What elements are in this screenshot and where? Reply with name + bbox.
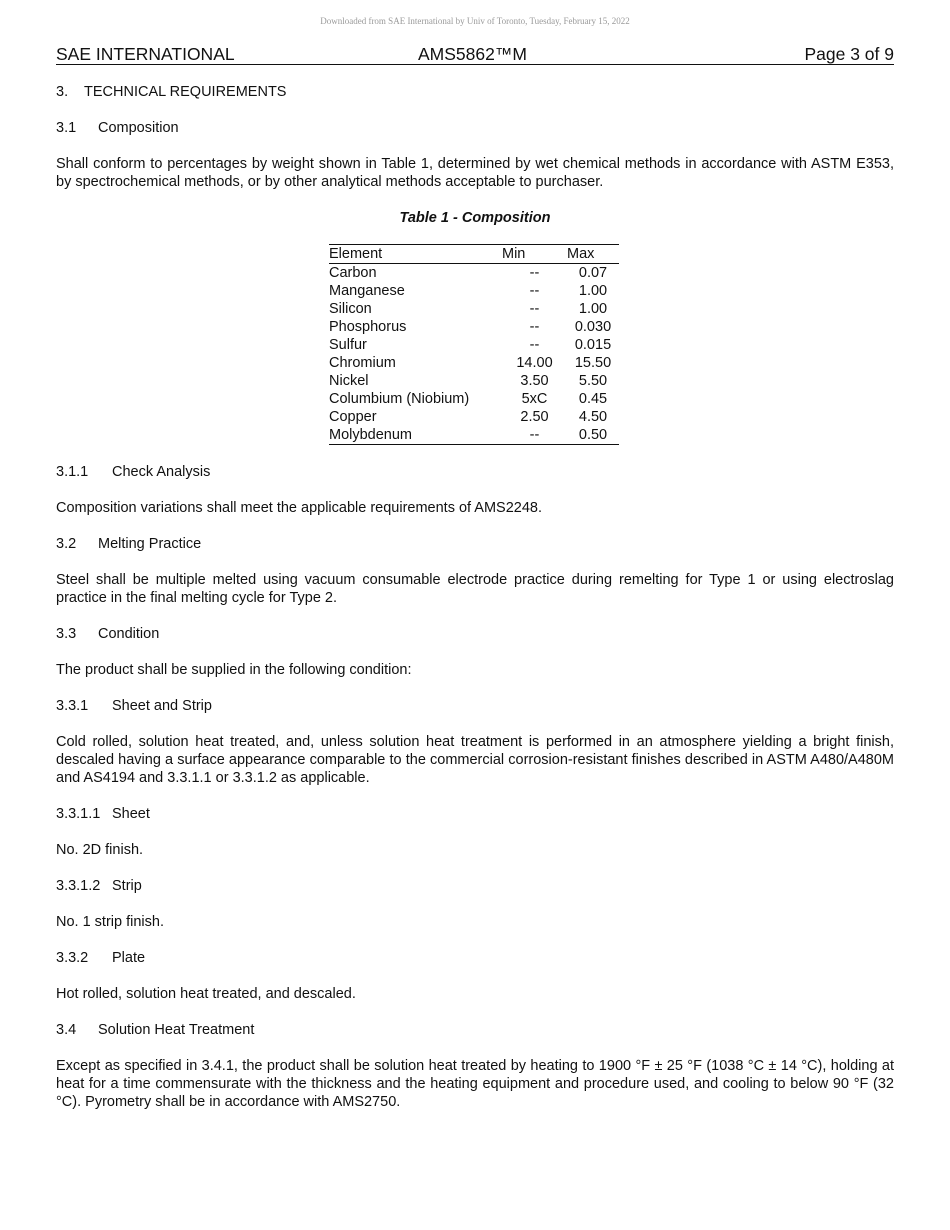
section-title: Melting Practice xyxy=(98,536,202,552)
header-element: Element xyxy=(329,245,502,264)
table-row xyxy=(329,318,619,336)
section-3-4-heading xyxy=(56,1021,894,1039)
section-title: Composition xyxy=(98,120,179,136)
cell-min: 5xC xyxy=(521,391,548,407)
table-row xyxy=(329,282,619,300)
section-number: 3.3 xyxy=(56,626,77,642)
cell-max: 15.50 xyxy=(574,355,612,371)
cell-max: 1.00 xyxy=(578,301,608,317)
table-caption: Table 1 - Composition xyxy=(399,210,551,226)
table-row xyxy=(329,408,619,426)
section-title: Check Analysis xyxy=(112,464,211,480)
table-row xyxy=(329,300,619,318)
header-min: Min xyxy=(502,245,567,264)
section-3-4-text: Except as specified in 3.4.1, the product shall be solution heat treated by heating to 1900 °F ± 25 °F (1038 °C ± 14 °C), holding at heat for a time commensurate with the thickness and the heating equipment and procedure used, and cooling to below 90 °F (32 °C). Pyrometry shall be in accordance with AMS2750. xyxy=(56,1058,894,1110)
section-3-3-1-2-text: No. 1 strip finish. xyxy=(56,914,164,930)
section-title: Sheet and Strip xyxy=(112,698,212,714)
page-header xyxy=(56,44,894,65)
cell-min: 14.00 xyxy=(516,355,553,371)
header-org: SAE INTERNATIONAL xyxy=(56,44,235,64)
section-title: Strip xyxy=(112,878,142,894)
section-number: 3. xyxy=(56,84,69,100)
download-watermark: Downloaded from SAE International by Univ of Toronto, Tuesday, February 15, 2022 xyxy=(320,16,630,26)
cell-element: Silicon xyxy=(329,301,372,317)
section-number: 3.1 xyxy=(56,120,77,136)
cell-element: Sulfur xyxy=(329,337,367,353)
table-row xyxy=(329,354,619,372)
section-3-3-heading xyxy=(56,625,894,643)
section-3-3-1-2-heading xyxy=(56,877,894,895)
cell-max: 0.50 xyxy=(578,427,608,443)
section-number: 3.4 xyxy=(56,1022,77,1038)
cell-min: -- xyxy=(529,265,540,281)
section-title: TECHNICAL REQUIREMENTS xyxy=(84,84,287,100)
table-row xyxy=(329,390,619,408)
cell-element: Columbium (Niobium) xyxy=(329,391,470,407)
cell-max: 0.45 xyxy=(578,391,608,407)
section-number: 3.3.1.1 xyxy=(56,806,101,822)
document-body xyxy=(56,83,894,1129)
header-page-number: Page 3 of 9 xyxy=(804,44,894,64)
section-3-2-heading xyxy=(56,535,894,553)
cell-element: Chromium xyxy=(329,355,396,371)
section-3-2-text: Steel shall be multiple melted using vacuum consumable electrode practice during remelting for Type 1 or using electroslag practice in the final melting cycle for Type 2. xyxy=(56,572,894,606)
section-3-1-text: Shall conform to percentages by weight shown in Table 1, determined by wet chemical methods in accordance with ASTM E353, by spectrochemical methods, or by other analytical methods acceptable to purchaser. xyxy=(56,156,894,190)
cell-element: Copper xyxy=(329,409,377,425)
section-number: 3.3.1 xyxy=(56,698,89,714)
section-3-3-1-heading xyxy=(56,697,894,715)
section-3-1-1-text: Composition variations shall meet the applicable requirements of AMS2248. xyxy=(56,500,543,516)
section-3-3-1-1-heading xyxy=(56,805,894,823)
section-3-3-1-1-text: No. 2D finish. xyxy=(56,842,144,858)
cell-min: 3.50 xyxy=(520,373,549,389)
cell-element: Molybdenum xyxy=(329,427,413,443)
cell-min: -- xyxy=(529,283,540,299)
section-3-3-1-text: Cold rolled, solution heat treated, and, unless solution heat treatment is performed in an atmosphere yielding a bright finish, descaled having a surface appearance comparable to the commercial corrosion-resistant finishes described in ASTM A480/A480M and AS4194 and 3.3.1.1 or 3.3.1.2 as applicable. xyxy=(56,734,894,786)
cell-min: -- xyxy=(529,301,540,317)
composition-table xyxy=(329,244,619,445)
cell-max: 5.50 xyxy=(578,373,608,389)
table-row xyxy=(329,264,619,283)
table-row xyxy=(329,426,619,445)
cell-min: -- xyxy=(529,337,540,353)
section-title: Condition xyxy=(98,626,160,642)
section-3-3-text: The product shall be supplied in the following condition: xyxy=(56,662,412,678)
cell-element: Nickel xyxy=(329,373,369,389)
cell-element: Manganese xyxy=(329,283,405,299)
section-3-1-1-heading xyxy=(56,463,894,481)
cell-max: 0.015 xyxy=(574,337,612,353)
section-number: 3.3.2 xyxy=(56,950,89,966)
section-3-heading xyxy=(56,83,894,101)
section-3-1-heading xyxy=(56,119,894,137)
cell-min: -- xyxy=(529,319,540,335)
cell-min: -- xyxy=(529,427,540,443)
cell-min: 2.50 xyxy=(520,409,549,425)
cell-element: Carbon xyxy=(329,265,377,281)
section-3-3-2-heading xyxy=(56,949,894,967)
section-3-3-2-text: Hot rolled, solution heat treated, and descaled. xyxy=(56,986,356,1002)
table-row xyxy=(329,372,619,390)
cell-element: Phosphorus xyxy=(329,319,407,335)
table-header-row xyxy=(329,245,619,264)
cell-max: 4.50 xyxy=(578,409,608,425)
header-max: Max xyxy=(567,245,619,264)
table-row xyxy=(329,336,619,354)
section-title: Solution Heat Treatment xyxy=(98,1022,255,1038)
header-doc-number: AMS5862™M xyxy=(418,44,527,64)
cell-max: 0.030 xyxy=(574,319,612,335)
section-number: 3.2 xyxy=(56,536,77,552)
section-number: 3.3.1.2 xyxy=(56,878,101,894)
section-title: Sheet xyxy=(112,806,150,822)
section-number: 3.1.1 xyxy=(56,464,89,480)
section-title: Plate xyxy=(112,950,146,966)
cell-max: 0.07 xyxy=(578,265,608,281)
cell-max: 1.00 xyxy=(578,283,608,299)
